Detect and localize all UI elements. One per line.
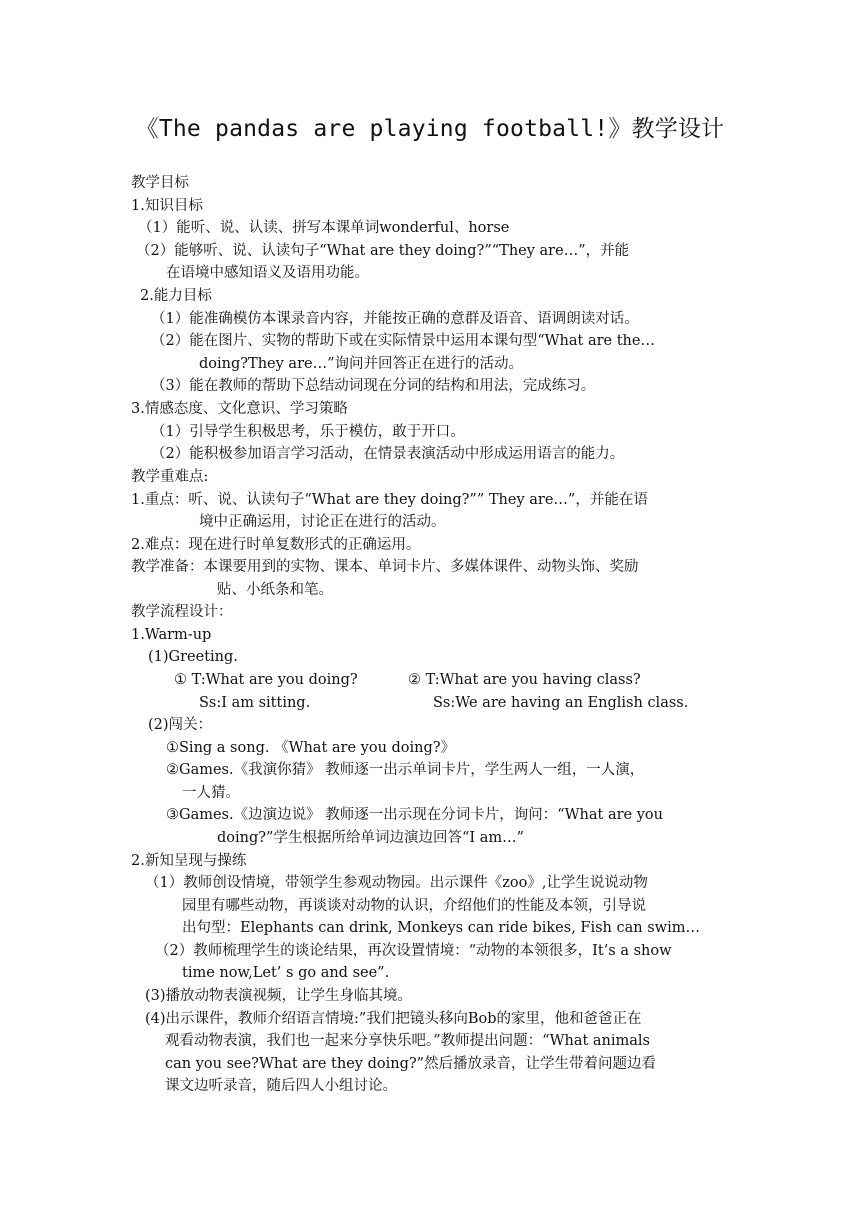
text-line: （1）能听、说、认读、拼写本课单词wonderful、horse: [138, 220, 510, 236]
text-line: 贴、小纸条和笔。: [217, 582, 333, 598]
text-line: （1）能准确模仿本课录音内容，并能按正确的意群及语音、语调朗读对话。: [151, 311, 639, 327]
text-line: ②Games.《我演你猜》 教师逐一出示单词卡片，学生两人一组，一人演，: [166, 762, 645, 778]
document-title: 《The pandas are playing football!》教学设计: [135, 116, 725, 142]
text-line: 在语境中感知语义及语用功能。: [166, 265, 369, 281]
dialog-line: ② T:What are you having class?: [408, 672, 641, 688]
text-line: can you see?What are they doing?”然后播放录音，让学生带着问题边看: [165, 1056, 657, 1072]
text-line: （3）能在教师的帮助下总结动词现在分词的结构和用法，完成练习。: [151, 378, 596, 394]
text-line: （1）教师创设情境，带领学生参观动物园。出示课件《zoo》,让学生说说动物: [145, 875, 648, 891]
text-line: 观看动物表演，我们也一起来分享快乐吧。”教师提出问题：“What animals: [165, 1033, 650, 1049]
section-heading: 2.新知呈现与操练: [131, 853, 247, 869]
text-line: （2）能够听、说、认读句子“What are they doing?”“They are…”，并能: [136, 243, 630, 259]
dialog-line: ① T:What are you doing?: [174, 672, 358, 688]
text-line: 境中正确运用，讨论正在进行的活动。: [199, 514, 446, 530]
text-line: （2）能积极参加语言学习活动，在情景表演活动中形成运用语言的能力。: [151, 446, 625, 462]
text-line: (1)Greeting.: [148, 649, 238, 665]
text-line: (4)出示课件，教师介绍语言情境:”我们把镜头移向Bob的家里，他和爸爸正在: [145, 1011, 642, 1027]
section-heading: 教学重难点:: [131, 469, 209, 485]
text-line: ①Sing a song. 《What are you doing?》: [166, 740, 456, 756]
text-line: 教学准备：本课要用到的实物、课本、单词卡片、多媒体课件、动物头饰、奖励: [131, 559, 639, 575]
text-line: (2)闯关：: [148, 717, 213, 733]
text-line: doing?”学生根据所给单词边演边回答“I am…”: [217, 830, 525, 846]
subsection-heading: 1.知识目标: [131, 198, 203, 214]
text-line: 2.难点：现在进行时单复数形式的正确运用。: [131, 537, 421, 553]
text-line: doing?They are…”询问并回答正在进行的活动。: [199, 356, 524, 372]
text-line: ③Games.《边演边说》 教师逐一出示现在分词卡片，询问：“What are you: [166, 807, 663, 823]
subsection-heading: 3.情感态度、文化意识、学习策略: [131, 401, 348, 417]
text-line: 园里有哪些动物，再谈谈对动物的认识，介绍他们的性能及本领，引导说: [182, 898, 646, 914]
text-line: （2）能在图片、实物的帮助下或在实际情景中运用本课句型“What are the…: [151, 333, 655, 349]
text-line: 课文边听录音，随后四人小组讨论。: [165, 1078, 397, 1094]
text-line: 一人猜。: [182, 785, 240, 801]
text-line: （1）引导学生积极思考，乐于模仿，敢于开口。: [151, 424, 465, 440]
text-line: (3)播放动物表演视频，让学生身临其境。: [145, 988, 413, 1004]
dialog-line: Ss:We are having an English class.: [433, 695, 689, 711]
text-line: 出句型：Elephants can drink, Monkeys can ride bikes, Fish can swim…: [182, 920, 700, 936]
dialog-line: Ss:I am sitting.: [199, 695, 311, 711]
subsection-heading: 2.能力目标: [140, 288, 212, 304]
text-line: （2）教师梳理学生的谈论结果，再次设置情境：“动物的本领很多，It’s a show: [155, 943, 672, 959]
section-heading: 教学流程设计：: [131, 604, 233, 620]
subsection-heading: 1.Warm-up: [131, 627, 212, 643]
section-heading: 教学目标: [131, 175, 189, 191]
text-line: 1.重点：听、说、认读句子“What are they doing?”” They are…”，并能在语: [131, 492, 648, 508]
text-line: time now,Let’ s go and see”.: [182, 965, 390, 981]
